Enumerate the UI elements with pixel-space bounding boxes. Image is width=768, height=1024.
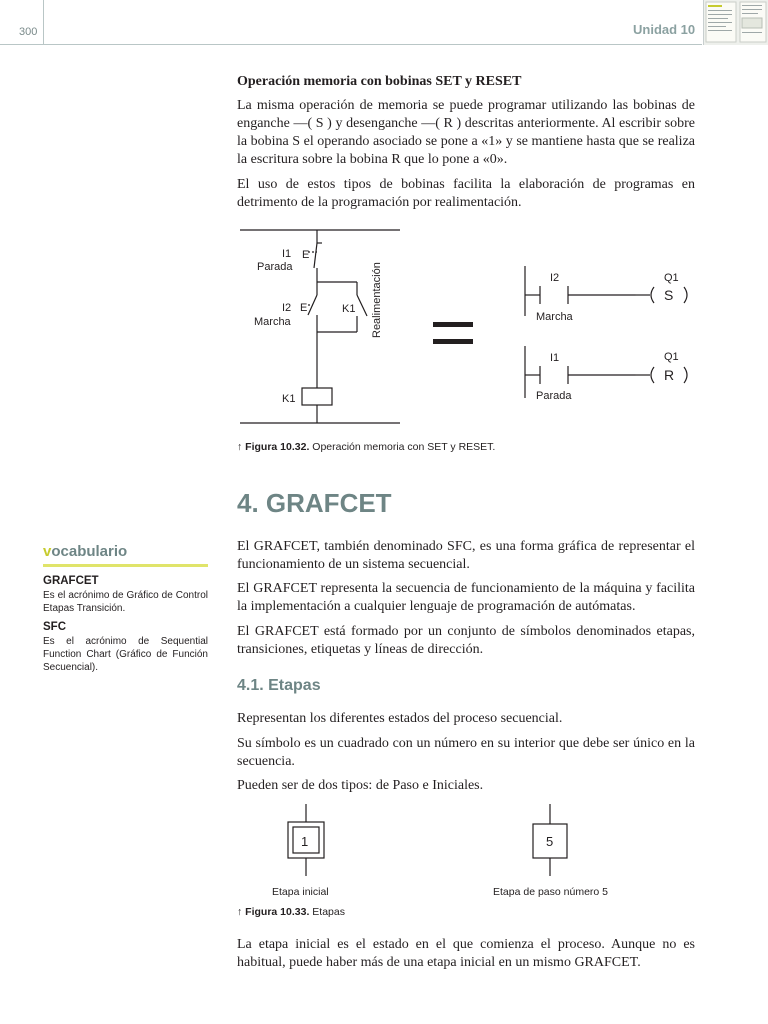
vocabulary-title <box>43 543 208 567</box>
normal-step-label: Etapa de paso número 5 <box>493 886 608 898</box>
paragraph-set-reset: La misma operación de memoria se puede programar utilizando las bobinas de enganche —( S ) y desenganche —( R ) descritas anteriormente. Al escribir sobre la bobina S el operando asociado se pone a «1» y se mantiene hasta que se realiza la escritura sobre la bobina R que lo pone a «0». <box>237 98 695 167</box>
caption-label: Figura 10.33. <box>245 906 310 918</box>
rung2-contact-label: I1 <box>550 352 560 364</box>
i2-label: I2 <box>282 302 292 314</box>
vocab-definition-sfc: Es el acrónimo de Sequential Function Chart (Gráfico de Función Secuencial). <box>43 636 208 673</box>
unit-label: Unidad 10 <box>633 22 696 37</box>
k1-contact-label: K1 <box>342 303 356 315</box>
figure-set-reset-diagram <box>230 220 700 430</box>
thumbnail-image <box>704 0 768 45</box>
svg-text:E: E <box>302 249 310 261</box>
k1-coil-label: K1 <box>282 393 296 405</box>
paragraph-etapas-3: Pueden ser de dos tipos: de Paso e Iniciales. <box>237 778 484 793</box>
rung1-caption: Marcha <box>536 311 573 323</box>
rung2-caption: Parada <box>536 390 572 402</box>
vocabulary-title-initial: v <box>43 543 52 560</box>
initial-step-number: 1 <box>301 834 309 849</box>
caption-text: Etapas <box>312 906 345 918</box>
section-title: Operación memoria con bobinas SET y RESET <box>237 74 522 89</box>
page-number: 300 <box>19 26 38 38</box>
vocabulary-box <box>43 543 208 680</box>
svg-text:E: E <box>300 302 308 314</box>
paragraph-etapas-1: Representan los diferentes estados del proceso secuencial. <box>237 711 563 726</box>
initial-step-label: Etapa inicial <box>272 886 329 898</box>
page-thumbnail <box>703 0 768 45</box>
vocab-term-sfc: SFC <box>43 621 66 633</box>
vocabulary-title-rest: ocabulario <box>51 543 128 560</box>
rung1-coil-label: Q1 <box>664 272 679 284</box>
figure-caption-10-32 <box>237 441 495 453</box>
caption-label: Figura 10.32. <box>245 441 310 453</box>
paragraph-grafcet-3: El GRAFCET está formado por un conjunto de símbolos denominados etapas, transiciones, etiquetas y líneas de dirección. <box>237 624 695 657</box>
paragraph-grafcet-2: El GRAFCET representa la secuencia de funcionamiento de la máquina y facilita la implementación a cualquier lenguaje de programación de autómatas. <box>237 581 695 614</box>
i1-label: I1 <box>282 248 292 260</box>
set-coil-symbol: S <box>664 287 674 303</box>
heading-etapas: 4.1. Etapas <box>237 677 321 694</box>
vocab-definition-grafcet: Es el acrónimo de Gráfico de Control Etapas Transición. <box>43 590 208 614</box>
figure-etapas-diagram <box>237 800 657 900</box>
paragraph-bobinas: El uso de estos tipos de bobinas facilita la elaboración de programas en detrimento de la programación por realimentación. <box>237 177 695 210</box>
rung2-coil-label: Q1 <box>664 351 679 363</box>
paragraph-grafcet-1: El GRAFCET, también denominado SFC, es una forma gráfica de representar el funcionamiento de un sistema secuencial. <box>237 539 695 572</box>
parada-label: Parada <box>257 261 293 273</box>
heading-grafcet: 4. GRAFCET <box>237 488 392 518</box>
vocab-term-grafcet: GRAFCET <box>43 575 99 587</box>
caption-arrow: ↑ <box>237 906 243 918</box>
margin-rule <box>43 0 44 45</box>
figure-caption-10-33 <box>237 906 345 918</box>
equals-sign <box>433 322 473 327</box>
reset-coil-symbol: R <box>664 367 675 383</box>
normal-step-number: 5 <box>546 834 554 849</box>
paragraph-etapas-2: Su símbolo es un cuadrado con un número en su interior que debe ser único en la secuencia. <box>237 736 695 769</box>
header-rule <box>0 44 702 45</box>
caption-arrow: ↑ <box>237 441 243 453</box>
rung1-contact-label: I2 <box>550 272 560 284</box>
caption-text: Operación memoria con SET y RESET. <box>312 441 496 453</box>
paragraph-etapa-inicial: La etapa inicial es el estado en el que comienza el proceso. Aunque no es habitual, puede haber más de una etapa inicial en un mismo GRAFCET. <box>237 937 695 970</box>
feedback-label: Realimentación <box>371 262 383 338</box>
marcha-label: Marcha <box>254 316 291 328</box>
